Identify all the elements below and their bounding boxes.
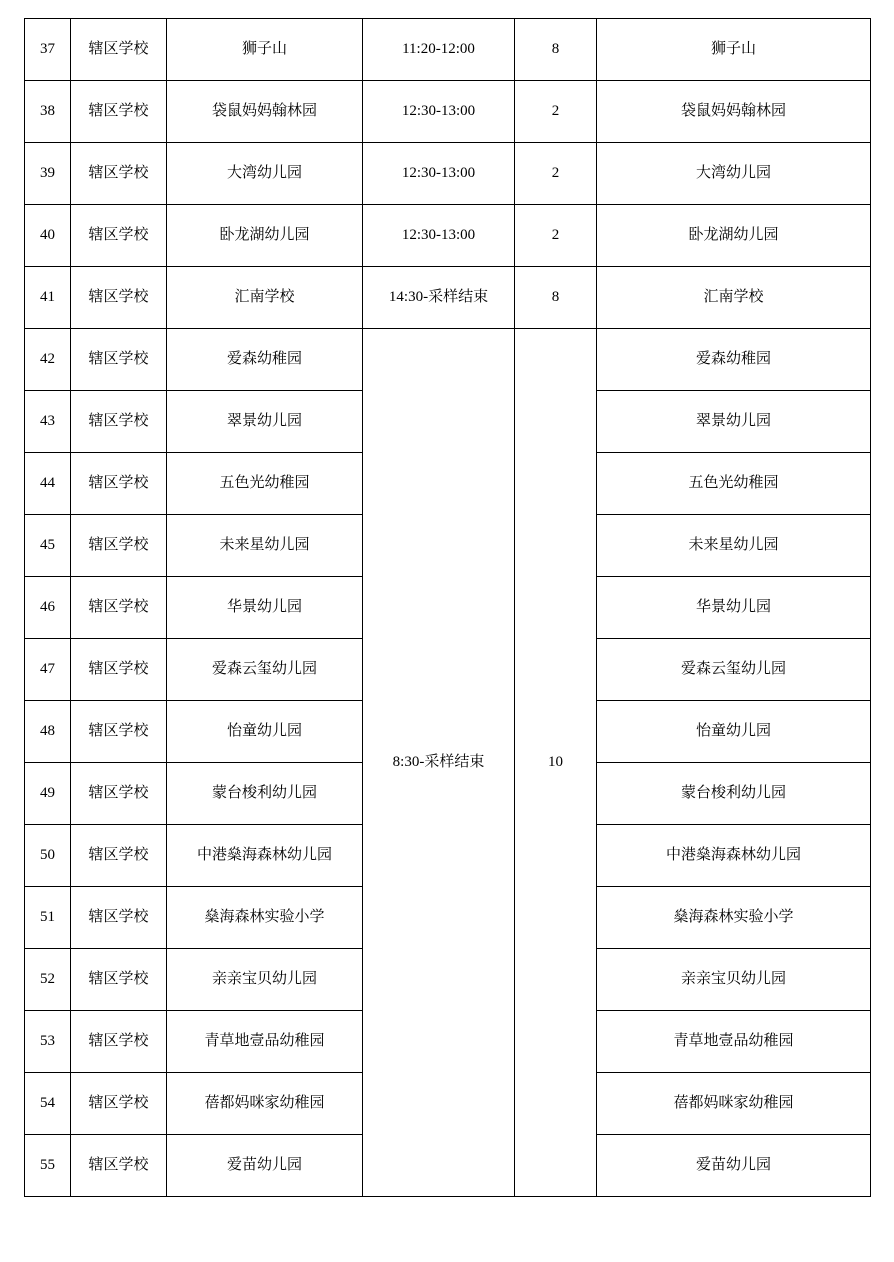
row-site-cell: 华景幼儿园 xyxy=(597,577,871,639)
row-site-cell: 中港燊海森林幼儿园 xyxy=(597,825,871,887)
row-area-cell: 辖区学校 xyxy=(71,1073,167,1135)
row-site-cell: 五色光幼稚园 xyxy=(597,453,871,515)
row-site-cell: 爱森幼稚园 xyxy=(597,329,871,391)
row-time-cell: 12:30-13:00 xyxy=(363,205,515,267)
row-school-cell: 青草地壹品幼稚园 xyxy=(167,1011,363,1073)
row-index-cell: 42 xyxy=(25,329,71,391)
row-index-cell: 48 xyxy=(25,701,71,763)
row-index-cell: 54 xyxy=(25,1073,71,1135)
row-site-cell: 燊海森林实验小学 xyxy=(597,887,871,949)
row-area-cell: 辖区学校 xyxy=(71,391,167,453)
row-area-cell: 辖区学校 xyxy=(71,1135,167,1197)
row-site-cell: 蒙台梭利幼儿园 xyxy=(597,763,871,825)
row-index-cell: 38 xyxy=(25,81,71,143)
row-site-cell: 未来星幼儿园 xyxy=(597,515,871,577)
table-row xyxy=(25,81,871,143)
row-area-cell: 辖区学校 xyxy=(71,949,167,1011)
row-site-cell: 汇南学校 xyxy=(597,267,871,329)
row-index-cell: 47 xyxy=(25,639,71,701)
row-school-cell: 亲亲宝贝幼儿园 xyxy=(167,949,363,1011)
row-school-cell: 华景幼儿园 xyxy=(167,577,363,639)
row-area-cell: 辖区学校 xyxy=(71,329,167,391)
row-index-cell: 53 xyxy=(25,1011,71,1073)
row-school-cell: 燊海森林实验小学 xyxy=(167,887,363,949)
row-area-cell: 辖区学校 xyxy=(71,19,167,81)
row-index-cell: 45 xyxy=(25,515,71,577)
row-area-cell: 辖区学校 xyxy=(71,701,167,763)
row-site-cell: 翠景幼儿园 xyxy=(597,391,871,453)
row-school-cell: 翠景幼儿园 xyxy=(167,391,363,453)
row-count-cell: 8 xyxy=(515,267,597,329)
row-area-cell: 辖区学校 xyxy=(71,825,167,887)
row-time-cell: 12:30-13:00 xyxy=(363,81,515,143)
row-index-cell: 49 xyxy=(25,763,71,825)
row-area-cell: 辖区学校 xyxy=(71,515,167,577)
row-site-cell: 大湾幼儿园 xyxy=(597,143,871,205)
row-school-cell: 怡童幼儿园 xyxy=(167,701,363,763)
row-count-cell: 2 xyxy=(515,143,597,205)
row-school-cell: 卧龙湖幼儿园 xyxy=(167,205,363,267)
row-area-cell: 辖区学校 xyxy=(71,143,167,205)
row-area-cell: 辖区学校 xyxy=(71,453,167,515)
row-count-cell: 2 xyxy=(515,205,597,267)
merged-time-cell: 8:30-采样结束 xyxy=(363,329,515,1197)
table-row xyxy=(25,19,871,81)
table-row xyxy=(25,267,871,329)
row-index-cell: 51 xyxy=(25,887,71,949)
row-index-cell: 50 xyxy=(25,825,71,887)
row-index-cell: 46 xyxy=(25,577,71,639)
row-area-cell: 辖区学校 xyxy=(71,81,167,143)
row-site-cell: 狮子山 xyxy=(597,19,871,81)
row-school-cell: 大湾幼儿园 xyxy=(167,143,363,205)
row-count-cell: 2 xyxy=(515,81,597,143)
row-index-cell: 41 xyxy=(25,267,71,329)
row-school-cell: 爱森幼稚园 xyxy=(167,329,363,391)
row-school-cell: 袋鼠妈妈翰林园 xyxy=(167,81,363,143)
row-index-cell: 44 xyxy=(25,453,71,515)
row-site-cell: 蓓都妈咪家幼稚园 xyxy=(597,1073,871,1135)
row-area-cell: 辖区学校 xyxy=(71,763,167,825)
row-count-cell: 8 xyxy=(515,19,597,81)
row-school-cell: 中港燊海森林幼儿园 xyxy=(167,825,363,887)
table-row xyxy=(25,329,871,391)
merged-count-cell: 10 xyxy=(515,329,597,1197)
row-school-cell: 汇南学校 xyxy=(167,267,363,329)
row-school-cell: 未来星幼儿园 xyxy=(167,515,363,577)
row-site-cell: 袋鼠妈妈翰林园 xyxy=(597,81,871,143)
row-school-cell: 蓓都妈咪家幼稚园 xyxy=(167,1073,363,1135)
row-site-cell: 青草地壹品幼稚园 xyxy=(597,1011,871,1073)
row-index-cell: 55 xyxy=(25,1135,71,1197)
row-area-cell: 辖区学校 xyxy=(71,577,167,639)
row-school-cell: 五色光幼稚园 xyxy=(167,453,363,515)
row-time-cell: 14:30-采样结束 xyxy=(363,267,515,329)
sampling-schedule-table xyxy=(24,18,871,1197)
row-school-cell: 狮子山 xyxy=(167,19,363,81)
table-row xyxy=(25,205,871,267)
row-index-cell: 52 xyxy=(25,949,71,1011)
row-area-cell: 辖区学校 xyxy=(71,267,167,329)
row-area-cell: 辖区学校 xyxy=(71,205,167,267)
table-body xyxy=(25,19,871,1197)
row-school-cell: 蒙台梭利幼儿园 xyxy=(167,763,363,825)
row-index-cell: 40 xyxy=(25,205,71,267)
row-site-cell: 怡童幼儿园 xyxy=(597,701,871,763)
row-index-cell: 37 xyxy=(25,19,71,81)
row-time-cell: 12:30-13:00 xyxy=(363,143,515,205)
row-site-cell: 爱苗幼儿园 xyxy=(597,1135,871,1197)
row-site-cell: 卧龙湖幼儿园 xyxy=(597,205,871,267)
row-area-cell: 辖区学校 xyxy=(71,887,167,949)
row-site-cell: 亲亲宝贝幼儿园 xyxy=(597,949,871,1011)
row-area-cell: 辖区学校 xyxy=(71,639,167,701)
row-time-cell: 11:20-12:00 xyxy=(363,19,515,81)
row-index-cell: 39 xyxy=(25,143,71,205)
row-index-cell: 43 xyxy=(25,391,71,453)
row-site-cell: 爱森云玺幼儿园 xyxy=(597,639,871,701)
row-school-cell: 爱森云玺幼儿园 xyxy=(167,639,363,701)
table-row xyxy=(25,143,871,205)
row-area-cell: 辖区学校 xyxy=(71,1011,167,1073)
row-school-cell: 爱苗幼儿园 xyxy=(167,1135,363,1197)
